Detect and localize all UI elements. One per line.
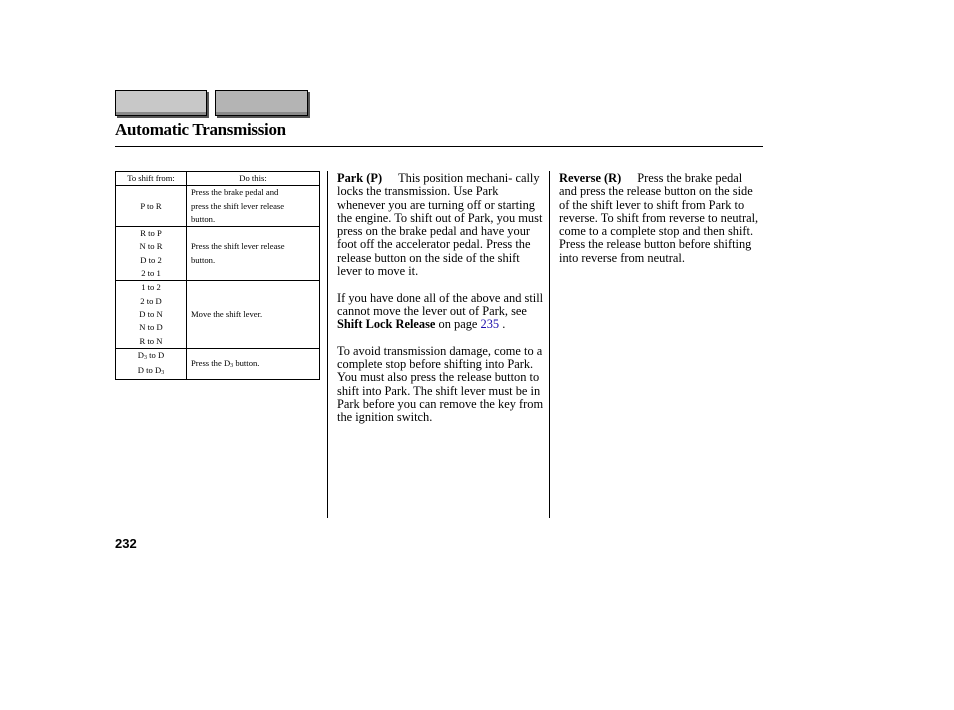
shift-from-item: D to $D_3$	[137, 365, 165, 377]
shift-from-item: N to D	[139, 322, 163, 333]
action-cell	[187, 186, 320, 227]
action-line: Press the $D_3$ button.	[191, 357, 260, 369]
reverse-heading: Reverse (R)	[559, 171, 622, 185]
column-divider	[327, 171, 328, 518]
shift-from-item: R to P	[140, 228, 162, 239]
shift-from-item: 1 to 2	[141, 282, 161, 293]
action-line: Move the shift lever.	[191, 308, 263, 319]
shift-from-cell	[116, 281, 187, 348]
damage-warning-paragraph: To avoid transmission damage, come to a complete stop before shifting into Park. You must also press the release button to shift into Park. The shift lever must be in Park before you can remove the key from the ignition switch.	[337, 343, 544, 425]
shift-from-item: D to 2	[140, 254, 162, 265]
table-row	[116, 186, 320, 227]
park-text: cally locks the transmission. Use Park whenever you are turning off or starting the engine. To shift out of Park, you must press on the brake pedal and have your foot off the accelerator pedal. Press the release button on the side of the shift lever to move it.	[337, 171, 543, 279]
column-divider	[549, 171, 550, 518]
paragraph-text: on page	[435, 317, 481, 332]
reverse-paragraph	[559, 172, 759, 265]
column-header-from: To shift from:	[116, 172, 187, 186]
paragraph-text: If you have done all of the above and still cannot move the lever out of Park, see	[337, 290, 544, 318]
column-header-do: Do this:	[187, 172, 320, 186]
action-line: Press the brake pedal and	[191, 187, 279, 198]
reverse-section	[559, 172, 759, 278]
shift-from-item: $D_3$ to D	[137, 349, 165, 361]
table-row	[116, 281, 320, 348]
shift-from-item: R to N	[139, 335, 163, 346]
action-cell	[187, 348, 320, 380]
table-row	[116, 227, 320, 281]
shift-from-cell	[116, 186, 187, 227]
page-link[interactable]: 235	[480, 317, 500, 332]
action-line: Press the shift lever release	[191, 241, 285, 252]
shift-from-item: P to R	[140, 200, 162, 211]
shift-lock-release-ref: Shift Lock Release	[337, 317, 436, 332]
shift-from-item: 2 to 1	[141, 268, 161, 279]
table-row	[116, 348, 320, 380]
park-section	[337, 172, 545, 438]
shift-from-cell	[116, 348, 187, 380]
action-line: button.	[191, 254, 216, 265]
paragraph-text: .	[499, 317, 506, 332]
shift-from-item: D to N	[139, 308, 163, 319]
title-divider	[115, 146, 763, 147]
nav-tab-1[interactable]	[115, 90, 207, 116]
park-paragraph	[337, 172, 545, 278]
action-line: button.	[191, 213, 216, 224]
action-line: press the shift lever release	[191, 200, 285, 211]
nav-tab-2[interactable]	[215, 90, 308, 116]
reverse-text-line1: Press the brake	[637, 171, 713, 185]
table-header-row	[116, 172, 320, 186]
park-heading: Park (P)	[337, 171, 383, 185]
action-cell	[187, 227, 320, 281]
shift-from-cell	[116, 227, 187, 281]
page-title: Automatic Transmission	[115, 120, 286, 139]
park-text-line1: This position mechani-	[398, 171, 513, 185]
action-cell	[187, 281, 320, 348]
shift-from-item: N to R	[139, 241, 163, 252]
reverse-text: pedal and press the release button on the side of the shift lever to shift from Park to reverse. To shift from reverse to neutral, come to a complete stop and then shift. Press the release button before shifting into reverse from neutral.	[559, 171, 759, 265]
shift-from-item: 2 to D	[140, 295, 162, 306]
shift-lock-paragraph	[337, 292, 545, 332]
page-number: 232	[115, 536, 137, 551]
shift-table	[115, 171, 320, 380]
